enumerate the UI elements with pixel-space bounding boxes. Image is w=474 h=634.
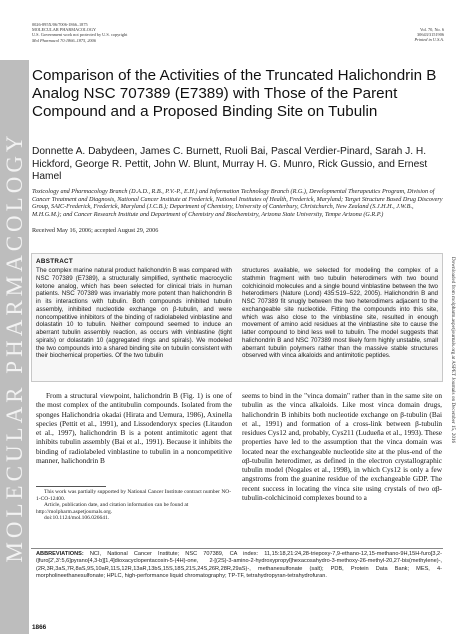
footnote-funding: This work was partially supported by National Cancer Institute contract number NO-1-CO-12400. (36, 489, 232, 502)
footnotes (36, 489, 232, 522)
abstract-column-left: The complex marine natural product halichondrin B was compared with NSC 707389 (E7389), a structurally simplified, synthetic macrocyclic ketone analog, which has been selected for clinical trials in human patients. NSC 707389 was invariably more potent than halichondrin B in its interactions with tubulin. Both compounds inhibited tubulin assembly, inhibited nucleotide exchange on β-tubulin, and were noncompetitive inhibitors of the binding of radiolabeled vinblastine and dolastatin 10 to tubulin. Neither compound seemed to induce an aberrant tubulin assembly reaction, as occurs with vinblastine (tight spirals) or dolastatin 10 (aggregated rings and spirals). We modeled the two compounds into a shared binding site on tubulin consistent with their biochemical properties. Of the two tubulin (36, 267, 232, 360)
affiliations: Toxicology and Pharmacology Branch (D.A.D., R.B., P.V.-P., E.H.) and Information Technology Branch (R.G.), Developmental Therapeutics Program, Division of Cancer Treatment and Diagnosis, National Cancer Institute at Frederick, National Institutes of Health, Frederick, Maryland; Target Structure Based Drug Discovery Group, SAIC-Frederick, Frederick, Maryland (J.C.B.); Department of Chemistry, University of Canterbury, Christchurch, New Zealand (S.J.H.H., J.W.B., M.H.G.M.); and Cancer Research Institute and Department of Chemistry and Biochemistry, Arizona State University, Tempe Arizona (G.R.P.) (32, 188, 443, 218)
footnote-rule (36, 486, 106, 487)
journal-side-title: MOLECULAR PHARMACOLOGY (1, 131, 27, 563)
abbreviations-rule (31, 548, 443, 549)
author-list: Donnette A. Dabydeen, James C. Burnett, Ruoli Bai, Pascal Verdier-Pinard, Sarah J. H. Hickford, George R. Pettit, John W. Blunt, Murray H. G. Munro, Rick Gussio, and Ernest Hamel (32, 146, 428, 183)
header-volume: Vol. 70, No. 6 (419, 27, 444, 32)
header-journal: MOLECULAR PHARMACOLOGY (32, 27, 97, 33)
abstract-column-right: structures available, we selected for modeling the complex of a stathmin fragment with two tubulin heterodimers with two bound colchicinoid molecules and a single bound vinblastine between the two heterodimers (Nature (Lond) 435:519–522, 2005). Halichondrin B and NSC 707389 fit snugly between the two heterodimers adjacent to the exchangeable site nucleotide. Fitting the compounds into this site, which was also close to the vinblastine site, resulted in enough movement of amino acid residues at the vinblastine site to cause the latter compound to bind less well to tubulin. The model suggests that halichondrin B and NSC 707389 most likely form highly unstable, small aberrant tubulin polymers rather than the massive stable structures observed with vinca alkaloids and antimitotic peptides. (242, 267, 438, 360)
body-column-left: From a structural viewpoint, halichondrin B (Fig. 1) is one of the most complex of the antitubulin compounds. Isolated from the sponges Halichondria okadai (Hirata and Uemura, 1986), Axinella species (Pettit et al., 1991), and Lissodendoryx species (Litaudon et al., 1997), halichondrin B is a potent antimitotic agent that inhibits tubulin assembly (Bai et al., 1991). Because it inhibits the binding of radiolabeled vinblastine to tubulin in a noncompetitive manner, halichondrin B (36, 391, 232, 465)
download-note: Downloaded from molpharm.aspetjournals.org at ASPET Journals on December 15, 2016 (450, 256, 456, 444)
header-id: 30643/3151906 (417, 32, 444, 38)
body-column-right: seems to bind in the "vinca domain" rather than in the same site on tubulin as the vinca alkaloids. Like most vinca domain drugs, halichondrin B inhibits both nucleotide exchange on β-tubulin (Bai et al., 1991) and formation of a cross-link between β-tubulin residues Cys12 and, probably, Cys211 (Ludueña et al., 1993). These properties have led to the assumption that the vinca domain was located near the exchangeable nucleotide site at the plus-end of the αβ-tubulin heterodimer, as defined in the electron crystallographic tubulin model (Nogales et al., 1998), in which Cys12 is only a few angstroms from the guanine residue of the exchangeable GDP. The recent success in locating the vinca site using crystals of two αβ-tubulin-colchicinoid complexes bound to a (242, 391, 442, 502)
abbreviations (36, 551, 442, 580)
header-printed: Printed in U.S.A. (414, 37, 444, 43)
footnote-doi: doi:10.1124/mol.106.026641. (44, 515, 110, 522)
header-issn: 0026-895X/06/7006-1866–1875 (32, 22, 88, 27)
page-number: 1866 (32, 624, 47, 631)
abbreviations-label: ABBREVIATIONS: (36, 551, 84, 557)
header-right (415, 27, 444, 43)
header-citation: Mol Pharmacol 70:1866–1875, 2006 (32, 37, 96, 43)
received-date: Received May 16, 2006; accepted August 29, 2006 (32, 227, 159, 234)
abbreviations-text: NCI, National Cancer Institute; NSC 707389, CA index: 11,15:18,21:24,28-triepoxy-7,9-ethano-12,15-methano-9H,15H-furo[3,2-i]furo[2',3':5,6]pyrano[4,3-b][1,4]dioxacyclopentacosin-5-(4H)-one, 2-[(2S)-3-amino-2-hydroxypropyl]hexacosahydro-3-methoxy-26-methyl-20,27-bis(methylene)-, (2R,3R,3aS,7R,8aS,9S,10aR,11S,12R,13aR,13bS,15S,18S,21S,24S,26R,28R,29aS)-, methanesulfonate (salt); PDB, Protein Data Bank; MES, 4-morpholineethanesulfonate; HPLC, high-performance liquid chromatography; TP-TF, tetrahydropyran-tetrahydrofuran. (36, 551, 442, 579)
header-left (32, 22, 127, 43)
article-title: Comparison of the Activities of the Truncated Halichondrin B Analog NSC 707389 (E7389) with Those of the Parent Compound and a Proposed Binding Site on Tubulin (32, 67, 437, 120)
footnote-citation: Article, publication date, and citation information can be found at http://molpharm.aspetjournals.org. (36, 502, 189, 515)
header-copyright: U.S. Government work not protected by U.S. copyright (32, 32, 128, 38)
abstract-heading: ABSTRACT (36, 258, 74, 265)
